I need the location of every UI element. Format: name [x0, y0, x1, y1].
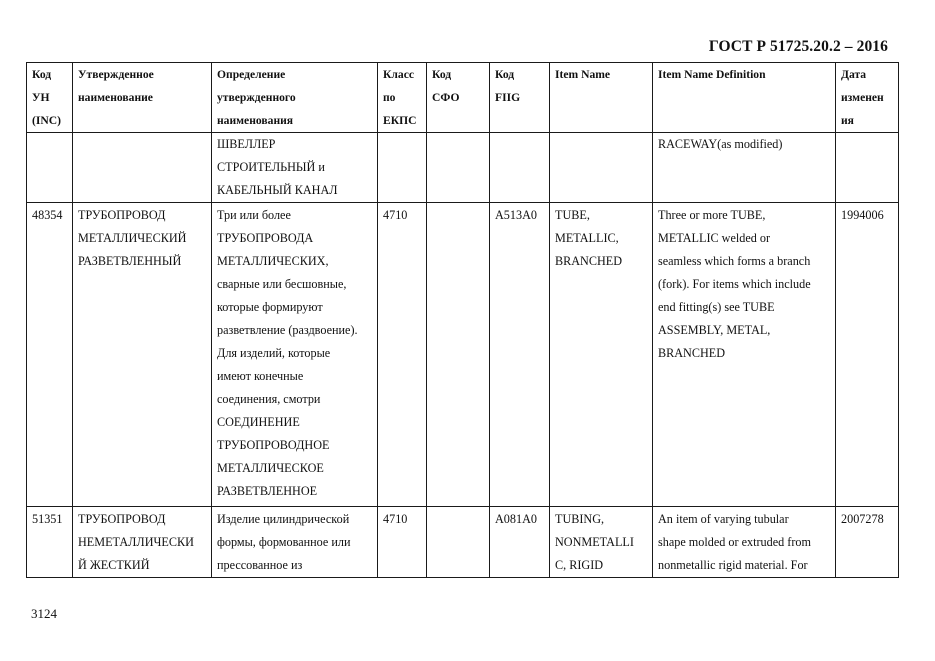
cell-ekps-class: 4710	[378, 507, 427, 578]
cell-item-name	[550, 133, 653, 203]
cell-change-date	[836, 133, 899, 203]
cell-inc: 48354	[27, 203, 73, 507]
cell-item-name-definition: Three or more TUBE, METALLIC welded or seamless which forms a branch (fork). For items which include end fitting(s) see TUBE ASSEMBLY, METAL, BRANCHED	[653, 203, 836, 507]
cell-inc	[27, 133, 73, 203]
table-row	[27, 133, 899, 203]
document-header: ГОСТ Р 51725.20.2 – 2016	[708, 38, 888, 55]
specification-table	[26, 62, 899, 578]
cell-sfo-code	[427, 133, 490, 203]
cell-change-date: 1994006	[836, 203, 899, 507]
cell-item-name-definition: RACEWAY(as modified)	[653, 133, 836, 203]
cell-definition: ШВЕЛЛЕР СТРОИТЕЛЬНЫЙ и КАБЕЛЬНЫЙ КАНАЛ	[212, 133, 378, 203]
cell-fiig-code: A081A0	[490, 507, 550, 578]
cell-item-name: TUBING, NONMETALLI C, RIGID	[550, 507, 653, 578]
table-row	[27, 507, 899, 578]
cell-change-date: 2007278	[836, 507, 899, 578]
page-number: 3124	[31, 606, 57, 621]
cell-fiig-code: A513A0	[490, 203, 550, 507]
column-header-item-name: Item Name	[550, 63, 653, 133]
cell-ekps-class: 4710	[378, 203, 427, 507]
cell-fiig-code	[490, 133, 550, 203]
cell-ekps-class	[378, 133, 427, 203]
cell-item-name: TUBE, METALLIC, BRANCHED	[550, 203, 653, 507]
column-header-sfo-code: Код СФО	[427, 63, 490, 133]
column-header-change-date: Дата изменен ия	[836, 63, 899, 133]
cell-sfo-code	[427, 203, 490, 507]
table-header-row	[27, 63, 899, 133]
column-header-item-name-definition: Item Name Definition	[653, 63, 836, 133]
cell-inc: 51351	[27, 507, 73, 578]
column-header-inc: Код УН (INC)	[27, 63, 73, 133]
cell-item-name-definition: An item of varying tubular shape molded or extruded from nonmetallic rigid material. For	[653, 507, 836, 578]
cell-definition: Три или более ТРУБОПРОВОДА МЕТАЛЛИЧЕСКИХ, сварные или бесшовные, которые формируют разветвление (раздвоение). Для изделий, которые имеют конечные соединения, смотри СОЕДИНЕНИЕ ТРУБОПРОВОДНОЕ МЕТАЛЛИЧЕСКОЕ РАЗВЕТВЛЕННОЕ	[212, 203, 378, 507]
cell-approved-name	[73, 133, 212, 203]
cell-approved-name: ТРУБОПРОВОД НЕМЕТАЛЛИЧЕСКИ Й ЖЕСТКИЙ	[73, 507, 212, 578]
column-header-ekps-class: Класс по ЕКПС	[378, 63, 427, 133]
column-header-approved-name: Утвержденное наименование	[73, 63, 212, 133]
cell-sfo-code	[427, 507, 490, 578]
table-row	[27, 203, 899, 507]
column-header-fiig-code: Код FIIG	[490, 63, 550, 133]
column-header-definition: Определение утвержденного наименования	[212, 63, 378, 133]
cell-definition: Изделие цилиндрической формы, формованное или прессованное из	[212, 507, 378, 578]
cell-approved-name: ТРУБОПРОВОД МЕТАЛЛИЧЕСКИЙ РАЗВЕТВЛЕННЫЙ	[73, 203, 212, 507]
